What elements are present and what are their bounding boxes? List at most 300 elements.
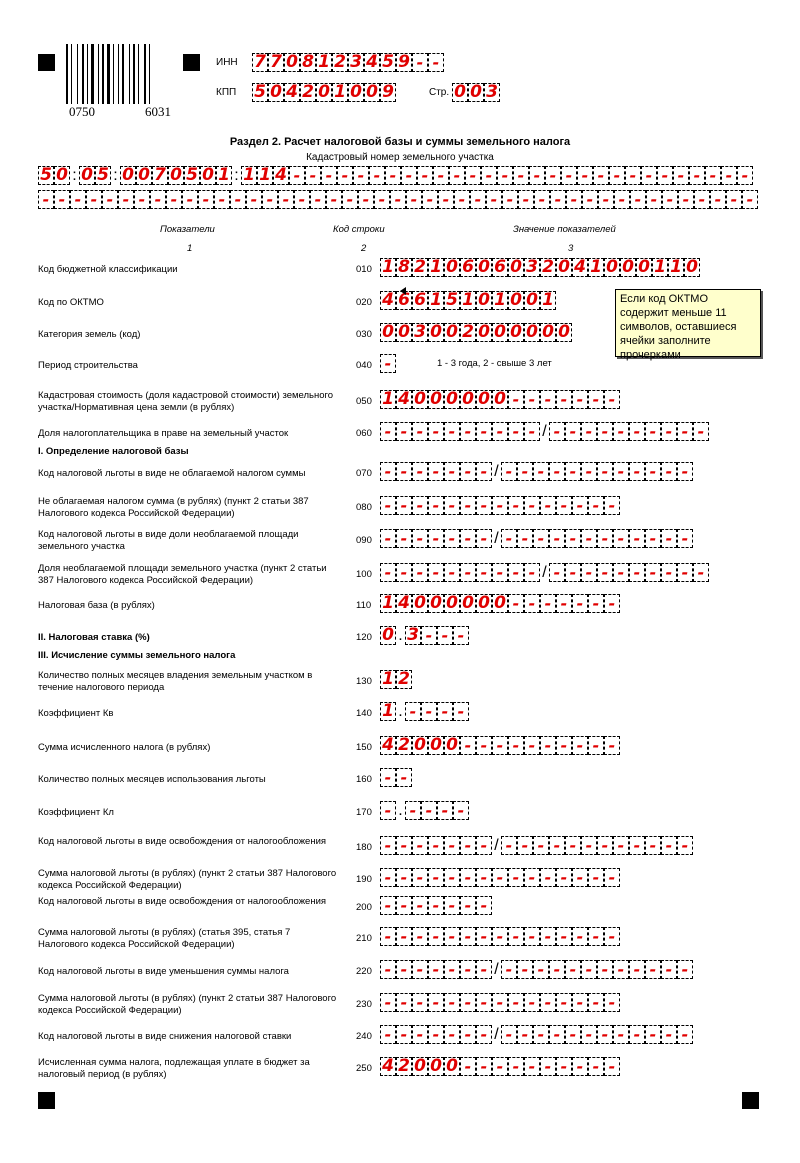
input-cell[interactable]	[396, 993, 412, 1012]
input-cell[interactable]	[609, 166, 625, 185]
input-cell[interactable]	[460, 736, 476, 755]
input-cell[interactable]	[550, 190, 566, 209]
input-cell[interactable]	[508, 563, 524, 582]
input-cell[interactable]	[501, 529, 517, 548]
input-cell[interactable]: 0	[54, 166, 70, 185]
input-cell[interactable]	[501, 836, 517, 855]
input-cell[interactable]	[645, 563, 661, 582]
input-cell[interactable]	[661, 529, 677, 548]
input-cell[interactable]	[428, 529, 444, 548]
input-cell[interactable]	[641, 166, 657, 185]
input-cell[interactable]	[629, 836, 645, 855]
input-cell[interactable]	[396, 422, 412, 441]
input-cell[interactable]: 5	[184, 166, 200, 185]
input-cell[interactable]	[588, 390, 604, 409]
input-cell[interactable]	[513, 166, 529, 185]
input-cell[interactable]	[444, 927, 460, 946]
input-cell[interactable]	[476, 927, 492, 946]
input-cell[interactable]	[380, 836, 396, 855]
input-cell[interactable]	[556, 1057, 572, 1076]
input-cell[interactable]: 8	[300, 53, 316, 72]
input-cell[interactable]: 0	[120, 166, 136, 185]
input-cell[interactable]: 3	[348, 53, 364, 72]
input-cell[interactable]	[604, 736, 620, 755]
input-cell[interactable]	[566, 190, 582, 209]
input-cell[interactable]	[460, 462, 476, 481]
input-cell[interactable]: 2	[396, 736, 412, 755]
input-cell[interactable]: 4	[284, 83, 300, 102]
input-cell[interactable]	[380, 927, 396, 946]
input-cell[interactable]	[604, 993, 620, 1012]
input-cell[interactable]	[428, 868, 444, 887]
input-cell[interactable]	[417, 166, 433, 185]
row-value-190[interactable]	[380, 868, 620, 887]
input-cell[interactable]: 3	[412, 323, 428, 342]
input-cell[interactable]	[614, 190, 630, 209]
input-cell[interactable]	[598, 190, 614, 209]
input-cell[interactable]	[524, 496, 540, 515]
input-cell[interactable]	[549, 563, 565, 582]
input-cell[interactable]	[444, 462, 460, 481]
input-cell[interactable]	[486, 190, 502, 209]
input-cell[interactable]	[597, 462, 613, 481]
input-cell[interactable]	[449, 166, 465, 185]
input-cell[interactable]	[556, 496, 572, 515]
input-cell[interactable]	[646, 190, 662, 209]
input-cell[interactable]	[508, 927, 524, 946]
input-cell[interactable]	[460, 1057, 476, 1076]
input-cell[interactable]	[492, 736, 508, 755]
input-cell[interactable]	[380, 768, 396, 787]
input-cell[interactable]: 2	[412, 258, 428, 277]
input-cell[interactable]	[444, 529, 460, 548]
input-cell[interactable]	[572, 868, 588, 887]
input-cell[interactable]	[661, 563, 677, 582]
input-cell[interactable]	[444, 993, 460, 1012]
input-cell[interactable]	[540, 496, 556, 515]
input-cell[interactable]: 1	[241, 166, 257, 185]
input-cell[interactable]	[549, 462, 565, 481]
input-cell[interactable]	[246, 190, 262, 209]
input-cell[interactable]	[444, 836, 460, 855]
input-cell[interactable]	[613, 960, 629, 979]
input-cell[interactable]	[565, 960, 581, 979]
input-cell[interactable]	[508, 422, 524, 441]
input-cell[interactable]: 1	[380, 390, 396, 409]
input-cell[interactable]: 0	[492, 594, 508, 613]
input-cell[interactable]	[396, 960, 412, 979]
input-cell[interactable]	[533, 462, 549, 481]
input-cell[interactable]: 0	[468, 83, 484, 102]
input-cell[interactable]	[501, 960, 517, 979]
input-cell[interactable]	[673, 166, 689, 185]
input-cell[interactable]: 0	[636, 258, 652, 277]
input-cell[interactable]: 1	[216, 166, 232, 185]
row-value-180[interactable]	[380, 836, 693, 855]
input-cell[interactable]	[561, 166, 577, 185]
input-cell[interactable]	[380, 529, 396, 548]
input-cell[interactable]: 4	[364, 53, 380, 72]
input-cell[interactable]	[604, 496, 620, 515]
input-cell[interactable]	[412, 53, 428, 72]
input-cell[interactable]	[613, 529, 629, 548]
input-cell[interactable]	[380, 1025, 396, 1044]
input-cell[interactable]	[342, 190, 358, 209]
row-value-040[interactable]	[380, 354, 396, 373]
input-cell[interactable]	[214, 190, 230, 209]
input-cell[interactable]: 1	[460, 291, 476, 310]
input-cell[interactable]: 6	[412, 291, 428, 310]
input-cell[interactable]: 7	[268, 53, 284, 72]
input-cell[interactable]	[572, 736, 588, 755]
input-cell[interactable]	[437, 626, 453, 645]
input-cell[interactable]	[502, 190, 518, 209]
input-cell[interactable]	[102, 190, 118, 209]
row-value-110[interactable]	[380, 594, 620, 613]
input-cell[interactable]: 0	[508, 323, 524, 342]
input-cell[interactable]: 0	[476, 258, 492, 277]
input-cell[interactable]: 0	[508, 258, 524, 277]
input-cell[interactable]: 0	[444, 736, 460, 755]
input-cell[interactable]	[604, 594, 620, 613]
input-cell[interactable]	[529, 166, 545, 185]
input-cell[interactable]	[565, 836, 581, 855]
input-cell[interactable]	[518, 190, 534, 209]
input-cell[interactable]	[524, 868, 540, 887]
input-cell[interactable]	[476, 1057, 492, 1076]
input-cell[interactable]	[549, 960, 565, 979]
input-cell[interactable]	[556, 993, 572, 1012]
input-cell[interactable]	[565, 1025, 581, 1044]
input-cell[interactable]	[613, 1025, 629, 1044]
input-cell[interactable]: 0	[476, 291, 492, 310]
input-cell[interactable]	[326, 190, 342, 209]
input-cell[interactable]	[524, 736, 540, 755]
input-cell[interactable]	[460, 1025, 476, 1044]
row-value-030[interactable]	[380, 323, 572, 342]
input-cell[interactable]	[677, 462, 693, 481]
input-cell[interactable]	[38, 190, 54, 209]
input-cell[interactable]: 0	[364, 83, 380, 102]
input-cell[interactable]	[581, 563, 597, 582]
input-cell[interactable]	[581, 960, 597, 979]
input-cell[interactable]	[581, 836, 597, 855]
input-cell[interactable]	[444, 422, 460, 441]
input-cell[interactable]	[517, 836, 533, 855]
input-cell[interactable]	[454, 190, 470, 209]
input-cell[interactable]: 0	[412, 1057, 428, 1076]
input-cell[interactable]	[321, 166, 337, 185]
input-cell[interactable]	[629, 462, 645, 481]
input-cell[interactable]: 0	[380, 626, 396, 645]
input-cell[interactable]: 0	[540, 323, 556, 342]
input-cell[interactable]	[118, 190, 134, 209]
input-cell[interactable]	[421, 702, 437, 721]
input-cell[interactable]	[517, 960, 533, 979]
input-cell[interactable]: 7	[152, 166, 168, 185]
row-value-250[interactable]	[380, 1057, 620, 1076]
input-cell[interactable]	[492, 496, 508, 515]
input-cell[interactable]	[645, 529, 661, 548]
input-cell[interactable]: 5	[444, 291, 460, 310]
input-cell[interactable]: 3	[524, 258, 540, 277]
input-cell[interactable]	[396, 868, 412, 887]
input-cell[interactable]	[460, 896, 476, 915]
input-cell[interactable]	[422, 190, 438, 209]
input-cell[interactable]	[588, 927, 604, 946]
input-cell[interactable]	[661, 960, 677, 979]
input-cell[interactable]	[405, 702, 421, 721]
input-cell[interactable]: 1	[257, 166, 273, 185]
input-cell[interactable]	[677, 529, 693, 548]
input-cell[interactable]: 5	[95, 166, 111, 185]
input-cell[interactable]	[533, 960, 549, 979]
row-value-140[interactable]	[380, 702, 469, 721]
input-cell[interactable]	[396, 896, 412, 915]
input-cell[interactable]	[453, 626, 469, 645]
input-cell[interactable]	[444, 960, 460, 979]
input-cell[interactable]	[428, 960, 444, 979]
input-cell[interactable]	[524, 422, 540, 441]
page-number-field[interactable]	[452, 83, 500, 102]
input-cell[interactable]	[428, 462, 444, 481]
input-cell[interactable]	[661, 836, 677, 855]
input-cell[interactable]: 1	[492, 291, 508, 310]
input-cell[interactable]	[444, 896, 460, 915]
input-cell[interactable]	[508, 993, 524, 1012]
input-cell[interactable]	[593, 166, 609, 185]
input-cell[interactable]: 1	[588, 258, 604, 277]
input-cell[interactable]: 0	[428, 594, 444, 613]
input-cell[interactable]: 0	[452, 83, 468, 102]
input-cell[interactable]	[86, 190, 102, 209]
input-cell[interactable]	[428, 993, 444, 1012]
input-cell[interactable]	[380, 563, 396, 582]
input-cell[interactable]	[678, 190, 694, 209]
input-cell[interactable]	[396, 768, 412, 787]
input-cell[interactable]	[501, 462, 517, 481]
input-cell[interactable]: 0	[316, 83, 332, 102]
input-cell[interactable]: 4	[380, 291, 396, 310]
input-cell[interactable]: 0	[524, 291, 540, 310]
input-cell[interactable]	[492, 868, 508, 887]
input-cell[interactable]: 0	[444, 594, 460, 613]
input-cell[interactable]: 0	[476, 390, 492, 409]
input-cell[interactable]	[588, 993, 604, 1012]
input-cell[interactable]: 9	[380, 83, 396, 102]
input-cell[interactable]: 4	[273, 166, 289, 185]
input-cell[interactable]: 1	[668, 258, 684, 277]
row-value-020[interactable]	[380, 291, 556, 310]
input-cell[interactable]	[406, 190, 422, 209]
input-cell[interactable]	[572, 993, 588, 1012]
input-cell[interactable]: 1	[540, 291, 556, 310]
row-value-060[interactable]	[380, 422, 709, 441]
input-cell[interactable]	[565, 563, 581, 582]
input-cell[interactable]	[460, 993, 476, 1012]
input-cell[interactable]	[401, 166, 417, 185]
input-cell[interactable]: 0	[412, 736, 428, 755]
row-value-100[interactable]	[380, 563, 709, 582]
input-cell[interactable]	[492, 563, 508, 582]
kpp-field[interactable]	[252, 83, 396, 102]
input-cell[interactable]: 0	[412, 594, 428, 613]
input-cell[interactable]: 0	[396, 323, 412, 342]
input-cell[interactable]	[412, 422, 428, 441]
input-cell[interactable]	[588, 868, 604, 887]
input-cell[interactable]	[460, 422, 476, 441]
input-cell[interactable]: 4	[396, 594, 412, 613]
input-cell[interactable]	[405, 801, 421, 820]
input-cell[interactable]: 0	[604, 258, 620, 277]
input-cell[interactable]	[476, 896, 492, 915]
input-cell[interactable]	[492, 422, 508, 441]
input-cell[interactable]	[476, 1025, 492, 1044]
input-cell[interactable]: 0	[444, 323, 460, 342]
input-cell[interactable]	[677, 960, 693, 979]
input-cell[interactable]	[380, 993, 396, 1012]
input-cell[interactable]	[428, 836, 444, 855]
row-value-090[interactable]	[380, 529, 693, 548]
input-cell[interactable]	[428, 53, 444, 72]
input-cell[interactable]: 1	[332, 83, 348, 102]
input-cell[interactable]	[380, 462, 396, 481]
input-cell[interactable]: 5	[252, 83, 268, 102]
input-cell[interactable]	[337, 166, 353, 185]
input-cell[interactable]	[524, 993, 540, 1012]
input-cell[interactable]	[534, 190, 550, 209]
input-cell[interactable]	[305, 166, 321, 185]
input-cell[interactable]: 0	[492, 323, 508, 342]
input-cell[interactable]: 1	[316, 53, 332, 72]
input-cell[interactable]	[625, 166, 641, 185]
input-cell[interactable]	[70, 190, 86, 209]
input-cell[interactable]: 0	[460, 594, 476, 613]
input-cell[interactable]: 0	[284, 53, 300, 72]
input-cell[interactable]	[396, 496, 412, 515]
input-cell[interactable]	[460, 563, 476, 582]
input-cell[interactable]	[604, 1057, 620, 1076]
input-cell[interactable]	[444, 868, 460, 887]
input-cell[interactable]	[166, 190, 182, 209]
input-cell[interactable]	[613, 563, 629, 582]
input-cell[interactable]	[742, 190, 758, 209]
input-cell[interactable]	[380, 496, 396, 515]
input-cell[interactable]	[492, 993, 508, 1012]
input-cell[interactable]	[453, 801, 469, 820]
input-cell[interactable]	[385, 166, 401, 185]
input-cell[interactable]	[278, 190, 294, 209]
input-cell[interactable]: 0	[620, 258, 636, 277]
input-cell[interactable]: 0	[524, 323, 540, 342]
input-cell[interactable]	[572, 927, 588, 946]
input-cell[interactable]	[508, 594, 524, 613]
row-value-130[interactable]	[380, 670, 412, 689]
input-cell[interactable]	[597, 563, 613, 582]
input-cell[interactable]	[630, 190, 646, 209]
input-cell[interactable]: 4	[396, 390, 412, 409]
input-cell[interactable]	[437, 801, 453, 820]
input-cell[interactable]	[661, 462, 677, 481]
input-cell[interactable]: 7	[252, 53, 268, 72]
input-cell[interactable]	[524, 927, 540, 946]
input-cell[interactable]	[421, 801, 437, 820]
input-cell[interactable]: 2	[460, 323, 476, 342]
input-cell[interactable]: 0	[200, 166, 216, 185]
input-cell[interactable]: 0	[412, 390, 428, 409]
input-cell[interactable]	[604, 927, 620, 946]
input-cell[interactable]	[444, 1025, 460, 1044]
input-cell[interactable]	[508, 496, 524, 515]
input-cell[interactable]	[726, 190, 742, 209]
input-cell[interactable]	[508, 868, 524, 887]
input-cell[interactable]	[412, 927, 428, 946]
input-cell[interactable]	[565, 529, 581, 548]
input-cell[interactable]	[182, 190, 198, 209]
input-cell[interactable]	[476, 563, 492, 582]
input-cell[interactable]	[412, 462, 428, 481]
input-cell[interactable]	[533, 1025, 549, 1044]
input-cell[interactable]	[533, 529, 549, 548]
input-cell[interactable]: 0	[268, 83, 284, 102]
input-cell[interactable]	[540, 868, 556, 887]
input-cell[interactable]	[524, 563, 540, 582]
row-value-210[interactable]	[380, 927, 620, 946]
input-cell[interactable]	[508, 390, 524, 409]
input-cell[interactable]	[380, 960, 396, 979]
input-cell[interactable]: 4	[572, 258, 588, 277]
input-cell[interactable]	[588, 496, 604, 515]
input-cell[interactable]	[508, 736, 524, 755]
input-cell[interactable]	[581, 462, 597, 481]
input-cell[interactable]	[693, 422, 709, 441]
input-cell[interactable]: 5	[38, 166, 54, 185]
row-value-010[interactable]	[380, 258, 700, 277]
input-cell[interactable]	[428, 563, 444, 582]
input-cell[interactable]: 0	[444, 258, 460, 277]
input-cell[interactable]	[565, 462, 581, 481]
input-cell[interactable]: 0	[556, 258, 572, 277]
input-cell[interactable]	[396, 529, 412, 548]
input-cell[interactable]	[412, 960, 428, 979]
input-cell[interactable]	[677, 422, 693, 441]
input-cell[interactable]: 0	[444, 1057, 460, 1076]
input-cell[interactable]: 0	[556, 323, 572, 342]
input-cell[interactable]	[476, 496, 492, 515]
input-cell[interactable]	[710, 190, 726, 209]
input-cell[interactable]: 3	[405, 626, 421, 645]
input-cell[interactable]	[54, 190, 70, 209]
input-cell[interactable]: 0	[476, 323, 492, 342]
input-cell[interactable]: 2	[300, 83, 316, 102]
input-cell[interactable]: 0	[428, 323, 444, 342]
input-cell[interactable]	[629, 960, 645, 979]
input-cell[interactable]	[645, 422, 661, 441]
input-cell[interactable]	[476, 736, 492, 755]
input-cell[interactable]	[721, 166, 737, 185]
input-cell[interactable]	[412, 896, 428, 915]
input-cell[interactable]	[476, 422, 492, 441]
input-cell[interactable]	[572, 390, 588, 409]
input-cell[interactable]	[358, 190, 374, 209]
input-cell[interactable]	[705, 166, 721, 185]
input-cell[interactable]	[565, 422, 581, 441]
input-cell[interactable]: 0	[168, 166, 184, 185]
input-cell[interactable]	[693, 563, 709, 582]
input-cell[interactable]	[517, 529, 533, 548]
input-cell[interactable]	[556, 927, 572, 946]
input-cell[interactable]	[460, 529, 476, 548]
